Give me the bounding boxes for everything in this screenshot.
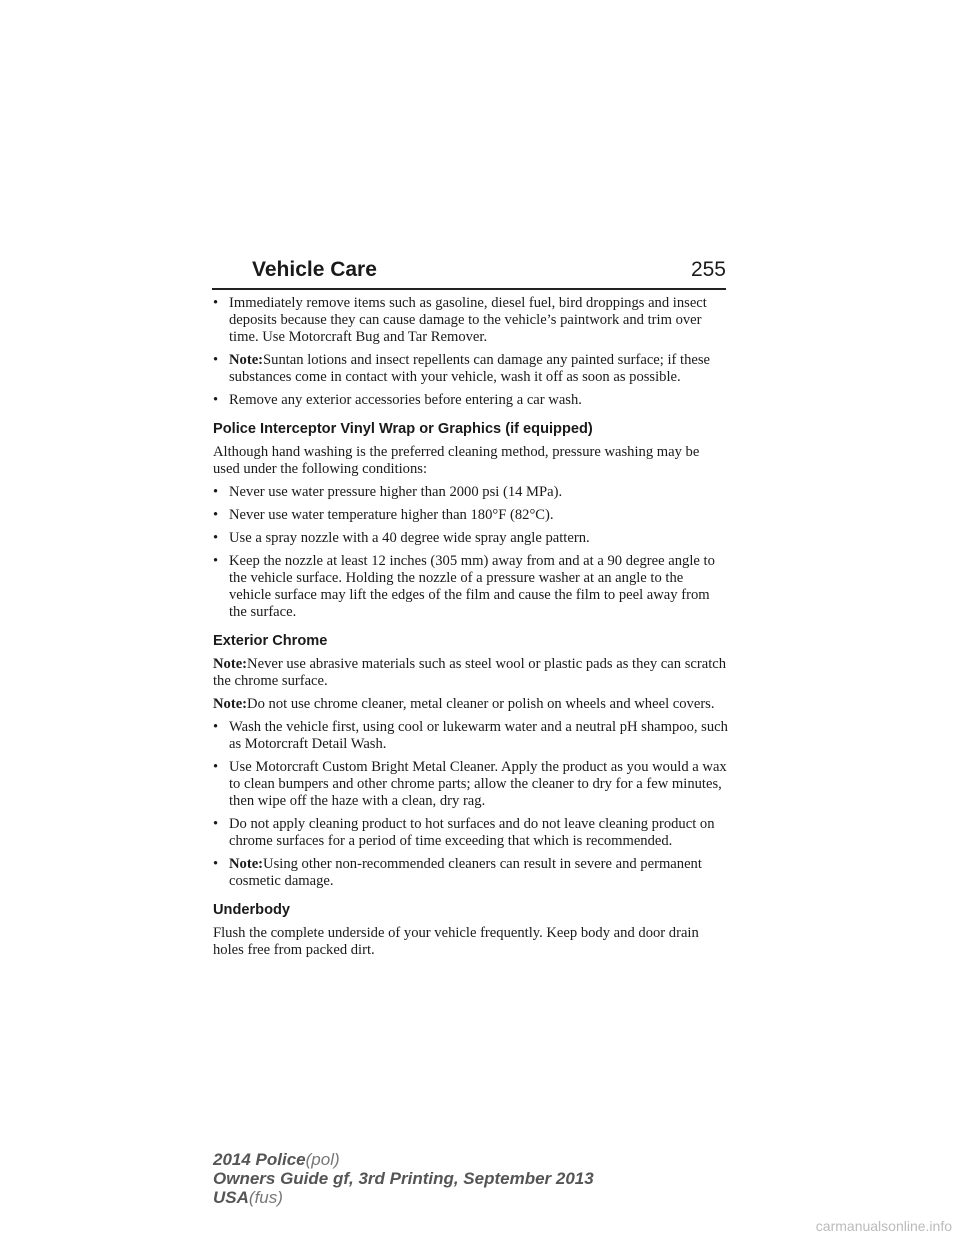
vinyl-heading: Police Interceptor Vinyl Wrap or Graphics (if equipped) [213, 421, 593, 437]
page-body [213, 295, 728, 965]
bullet-icon: • [213, 553, 219, 569]
page-header [212, 258, 726, 288]
list-item: • Note:Suntan lotions and insect repellents can damage any painted surface; if these substances come in contact with your vehicle, wash it off as soon as possible. [213, 352, 711, 385]
bullet-icon: • [213, 530, 219, 546]
bullet-icon: • [213, 295, 219, 311]
underbody-text: Flush the complete underside of your vehicle frequently. Keep body and door drain holes free from packed dirt. [213, 925, 699, 958]
chrome-heading: Exterior Chrome [213, 633, 328, 649]
footer-line-2: Owners Guide gf, 3rd Printing, September 2013 [213, 1169, 594, 1188]
bullet-icon: • [213, 392, 219, 408]
bullet-icon: • [213, 484, 219, 500]
list-item: • Never use water pressure higher than 2000 psi (14 MPa). [213, 484, 563, 500]
bullet-icon: • [213, 352, 219, 368]
list-item: • Never use water temperature higher than 180°F (82°C). [213, 507, 554, 523]
list-item: • Keep the nozzle at least 12 inches (305 mm) away from and at a 90 degree angle to the vehicle surface. Holding the nozzle of a pressure washer at an angle to the vehicle surface may lift the edges of the film and cause the film to peel away from the surface. [213, 553, 715, 620]
footer-line-3: USA(fus) [213, 1188, 283, 1207]
note-label: Note: [229, 856, 264, 872]
list-item: • Do not apply cleaning product to hot surfaces and do not leave cleaning product on chrome surfaces for a period of time exceeding that which is recommended. [213, 816, 715, 849]
chrome-note: Note:Do not use chrome cleaner, metal cleaner or polish on wheels and wheel covers. [213, 696, 715, 712]
page-number: 255 [690, 258, 726, 281]
underbody-heading: Underbody [213, 902, 291, 918]
chrome-note: Note:Never use abrasive materials such as steel wool or plastic pads as they can scratch the chrome surface. [213, 656, 727, 689]
bullet-icon: • [213, 856, 219, 872]
watermark: carmanualsonline.info [815, 1218, 952, 1234]
bullet-icon: • [213, 507, 219, 523]
list-item: • Wash the vehicle first, using cool or lukewarm water and a neutral pH shampoo, such as Motorcraft Detail Wash. [213, 719, 728, 752]
note-label: Note: [229, 352, 264, 368]
page-footer [213, 1150, 594, 1207]
list-item: • Note:Using other non-recommended cleaners can result in severe and permanent cosmetic damage. [213, 856, 702, 889]
footer-line-1: 2014 Police(pol) [213, 1150, 340, 1169]
list-item: • Immediately remove items such as gasoline, diesel fuel, bird droppings and insect deposits because they can cause damage to the vehicle’s paintwork and trim over time. Use Motorcraft Bug and Tar Remover. [213, 295, 707, 345]
list-item: • Use Motorcraft Custom Bright Metal Cleaner. Apply the product as you would a wax to clean bumpers and other chrome parts; allow the cleaner to dry for a few minutes, then wipe off the haze with a clean, dry rag. [213, 759, 727, 809]
bullet-icon: • [213, 816, 219, 832]
list-item: • Remove any exterior accessories before entering a car wash. [213, 392, 582, 408]
header-divider [212, 288, 726, 290]
note-label: Note: [213, 656, 248, 672]
list-item: • Use a spray nozzle with a 40 degree wide spray angle pattern. [213, 530, 590, 546]
bullet-icon: • [213, 719, 219, 735]
bullet-icon: • [213, 759, 219, 775]
note-label: Note: [213, 696, 248, 712]
vinyl-intro: Although hand washing is the preferred cleaning method, pressure washing may be used under the following conditions: [213, 444, 700, 477]
section-title: Vehicle Care [252, 258, 377, 281]
